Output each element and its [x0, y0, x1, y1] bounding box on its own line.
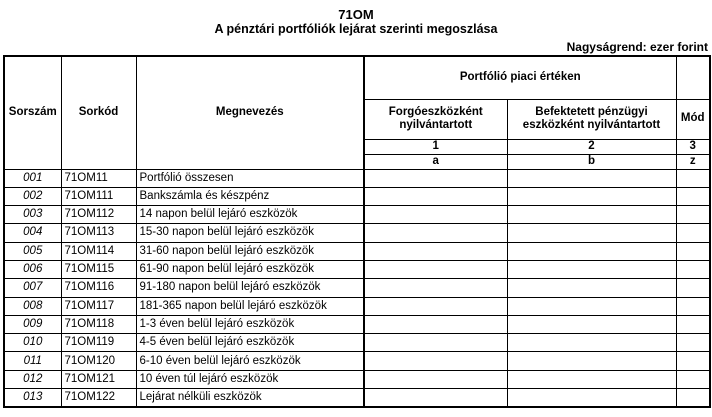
- value-cell-mod[interactable]: [676, 242, 710, 260]
- col-header-b: Befektetett pénzügyi eszközként nyilvántartott: [507, 99, 676, 139]
- value-cell-b[interactable]: [507, 279, 676, 297]
- row-number: 013: [4, 389, 61, 408]
- table-row: [4, 260, 710, 278]
- table-row: [4, 206, 710, 224]
- value-cell-a[interactable]: [364, 206, 507, 224]
- table-row: [4, 389, 710, 408]
- row-name: 181-365 napon belül lejáró eszközök: [136, 297, 364, 315]
- col-number-1: 1: [364, 139, 507, 154]
- col-header-sorkod: Sorkód: [61, 56, 136, 169]
- row-name: 31-60 napon belül lejáró eszközök: [136, 242, 364, 260]
- row-number: 005: [4, 242, 61, 260]
- row-name: Lejárat nélküli eszközök: [136, 389, 364, 408]
- row-number: 011: [4, 352, 61, 370]
- value-cell-mod[interactable]: [676, 370, 710, 388]
- col-letter-a: a: [364, 154, 507, 169]
- value-cell-b[interactable]: [507, 297, 676, 315]
- row-name: 1-3 éven belül lejáró eszközök: [136, 315, 364, 333]
- row-code: 71OM119: [61, 334, 136, 352]
- row-name: 15-30 napon belül lejáró eszközök: [136, 224, 364, 242]
- row-code: 71OM11: [61, 169, 136, 187]
- value-cell-a[interactable]: [364, 297, 507, 315]
- row-code: 71OM111: [61, 187, 136, 205]
- table-row: [4, 315, 710, 333]
- row-name: 10 éven túl lejáró eszközök: [136, 370, 364, 388]
- value-cell-mod[interactable]: [676, 224, 710, 242]
- row-name: 4-5 éven belül lejáró eszközök: [136, 334, 364, 352]
- table-row: [4, 187, 710, 205]
- row-number: 004: [4, 224, 61, 242]
- row-number: 001: [4, 169, 61, 187]
- value-cell-b[interactable]: [507, 370, 676, 388]
- row-name: 14 napon belül lejáró eszközök: [136, 206, 364, 224]
- value-cell-a[interactable]: [364, 352, 507, 370]
- value-cell-a[interactable]: [364, 242, 507, 260]
- report-code: 71OM: [338, 7, 374, 22]
- value-cell-b[interactable]: [507, 242, 676, 260]
- table-row: [4, 224, 710, 242]
- value-cell-mod[interactable]: [676, 334, 710, 352]
- value-cell-mod[interactable]: [676, 279, 710, 297]
- value-cell-b[interactable]: [507, 224, 676, 242]
- row-name: Bankszámla és készpénz: [136, 187, 364, 205]
- value-cell-b[interactable]: [507, 187, 676, 205]
- value-cell-b[interactable]: [507, 389, 676, 408]
- value-cell-a[interactable]: [364, 315, 507, 333]
- col-number-3: 3: [676, 139, 710, 154]
- value-cell-b[interactable]: [507, 169, 676, 187]
- table-row: [4, 242, 710, 260]
- table-row: [4, 352, 710, 370]
- value-cell-mod[interactable]: [676, 352, 710, 370]
- value-cell-a[interactable]: [364, 389, 507, 408]
- col-letter-z: z: [676, 154, 710, 169]
- row-number: 009: [4, 315, 61, 333]
- row-name: 6-10 éven belül lejáró eszközök: [136, 352, 364, 370]
- row-number: 002: [4, 187, 61, 205]
- table-row: [4, 169, 710, 187]
- col-header-sorszam: Sorszám: [4, 56, 61, 169]
- row-code: 71OM117: [61, 297, 136, 315]
- group-header-portfolio: Portfólió piaci értéken: [364, 56, 676, 99]
- row-code: 71OM116: [61, 279, 136, 297]
- value-cell-b[interactable]: [507, 206, 676, 224]
- row-code: 71OM113: [61, 224, 136, 242]
- row-number: 007: [4, 279, 61, 297]
- value-cell-b[interactable]: [507, 315, 676, 333]
- value-cell-a[interactable]: [364, 260, 507, 278]
- value-cell-mod[interactable]: [676, 297, 710, 315]
- row-code: 71OM121: [61, 370, 136, 388]
- table-row: [4, 334, 710, 352]
- report-table: [3, 55, 711, 408]
- row-code: 71OM118: [61, 315, 136, 333]
- value-cell-a[interactable]: [364, 169, 507, 187]
- value-cell-a[interactable]: [364, 224, 507, 242]
- col-number-2: 2: [507, 139, 676, 154]
- row-code: 71OM120: [61, 352, 136, 370]
- group-header-empty: [676, 56, 710, 99]
- table-body: [4, 169, 710, 407]
- row-number: 010: [4, 334, 61, 352]
- row-code: 71OM115: [61, 260, 136, 278]
- value-cell-mod[interactable]: [676, 187, 710, 205]
- value-cell-a[interactable]: [364, 187, 507, 205]
- report-title: A pénztári portfóliók lejárat szerinti megoszlása: [214, 22, 498, 36]
- row-number: 003: [4, 206, 61, 224]
- value-cell-mod[interactable]: [676, 260, 710, 278]
- row-code: 71OM114: [61, 242, 136, 260]
- row-code: 71OM112: [61, 206, 136, 224]
- col-header-a: Forgóeszközként nyilvántartott: [364, 99, 507, 139]
- value-cell-mod[interactable]: [676, 206, 710, 224]
- value-cell-b[interactable]: [507, 352, 676, 370]
- row-name: 91-180 napon belül lejáró eszközök: [136, 279, 364, 297]
- value-cell-a[interactable]: [364, 279, 507, 297]
- col-letter-b: b: [507, 154, 676, 169]
- row-number: 008: [4, 297, 61, 315]
- table-row: [4, 279, 710, 297]
- table-row: [4, 297, 710, 315]
- value-cell-mod[interactable]: [676, 169, 710, 187]
- value-cell-b[interactable]: [507, 260, 676, 278]
- value-cell-mod[interactable]: [676, 389, 710, 408]
- value-cell-a[interactable]: [364, 334, 507, 352]
- value-cell-b[interactable]: [507, 334, 676, 352]
- table-row: [4, 370, 710, 388]
- value-cell-mod[interactable]: [676, 315, 710, 333]
- value-cell-a[interactable]: [364, 370, 507, 388]
- col-header-mod: Mód: [676, 99, 710, 139]
- col-header-megnevezes: Megnevezés: [136, 56, 364, 169]
- units-label: Nagyságrend: ezer forint: [566, 40, 708, 54]
- row-name: 61-90 napon belül lejáró eszközök: [136, 260, 364, 278]
- row-code: 71OM122: [61, 389, 136, 408]
- row-number: 012: [4, 370, 61, 388]
- row-number: 006: [4, 260, 61, 278]
- row-name: Portfólió összesen: [136, 169, 364, 187]
